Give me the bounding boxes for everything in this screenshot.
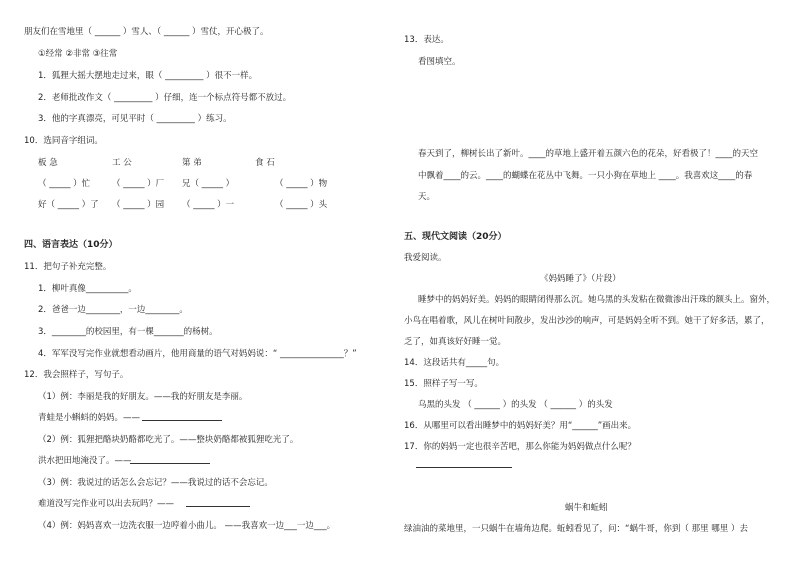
sentence-2: 2．爸爸一边________，一边________。 <box>38 305 188 315</box>
word-blank: （ _____ ）厂 <box>112 179 165 189</box>
word-blank: （ _____ ）一 <box>182 200 235 210</box>
answer-line <box>130 463 210 464</box>
exercise-1: 青蛙是小蝌蚪的妈妈。—— <box>38 413 141 423</box>
story-title: 蜗牛和蚯蚓 <box>565 503 608 513</box>
question-3: 3．他的字真漂亮，可见平时（ _________ ）练习。 <box>38 114 232 124</box>
sentence-3: 3．________的校园里，有一棵_______的杨树。 <box>38 327 218 337</box>
char-pair: 食 石 <box>255 158 275 168</box>
question-16: 16．从哪里可以看出睡梦中的妈妈好美？用“______”画出来。 <box>404 421 637 431</box>
question-2: 2．老师批改作文（ _________ ）仔细，连一个标点符号都不放过。 <box>38 93 292 103</box>
question-15-blanks: 乌黑的头发 （ ______ ）的头发 （ ______ ）的头发 <box>418 400 613 410</box>
word-blank: 好（ _____ ）了 <box>38 200 99 210</box>
sentence-4: 4．军军没写完作业就想看动画片，他用商量的语气对妈妈说：“ _______________？” <box>38 349 357 359</box>
exercise-3: 难道没写完作业可以出去玩吗？—— <box>38 499 175 509</box>
example-4: （4）例：妈妈喜欢一边洗衣服一边哼着小曲儿。 ——我喜欢一边___一边___。 <box>38 521 336 531</box>
passage-title: 《妈妈睡了》（片段） <box>540 274 621 284</box>
question-1: 1．狐狸大摇大摆地走过来，眼（ _________ ）很不一样。 <box>38 71 258 81</box>
word-blank: （ _____ ）忙 <box>38 179 91 189</box>
reading-line: 小鸟在唱着歌，风儿在树叶间散步，发出沙沙的响声，可是妈妈全听不到。她干了好多活，累了， <box>404 316 770 326</box>
answer-line <box>142 420 222 421</box>
story-line: 绿油油的菜地里，一只蜗牛在墙角边爬。蚯蚓看见了，问：“蜗牛哥，你到（ 那里 哪里 ）去 <box>404 524 749 534</box>
question-13: 13．表达。 <box>404 35 449 45</box>
section-4-heading: 四、语言表达（10分） <box>24 240 118 250</box>
fill-line: 朋友们在雪地里（ ______ ）雪人、（ ______ ）雪仗，开心极了。 <box>24 27 269 37</box>
question-11: 11．把句子补充完整。 <box>24 262 112 272</box>
exercise-2: 洪水把田地淹没了。—— <box>38 456 132 466</box>
word-blank: （ _____ ）园 <box>112 200 165 210</box>
reading-line: 乏了，如真该好好睡一觉。 <box>404 337 507 347</box>
word-blank: （ _____ ）头 <box>275 200 328 210</box>
question-15: 15．照样子写一写。 <box>404 379 483 389</box>
instruction: 看图填空。 <box>418 57 461 67</box>
reading-intro: 我爱阅读。 <box>404 253 447 263</box>
reading-line: 睡梦中的妈妈好美。妈妈的眼睛闭得那么沉。她乌黑的头发粘在微微渗出汗珠的额头上。窗外， <box>418 295 776 305</box>
question-14: 14．这段话共有_____句。 <box>404 358 505 368</box>
passage-line: 中飘着____的云。____的蝴蝶在花丛中飞舞。一只小狗在草地上 ____。我喜欢这____的春 <box>418 171 753 181</box>
char-pair: 第 弟 <box>182 158 202 168</box>
example-2: （2）例：狐狸把酪块奶酪都吃光了。——整块奶酪都被狐狸吃光了。 <box>38 435 299 445</box>
section-5-heading: 五、现代文阅读（20分） <box>404 232 507 242</box>
question-12: 12．我会照样子，写句子。 <box>24 370 129 380</box>
question-17: 17．你的妈妈一定也很辛苦吧，那么你能为妈妈做点什么呢？ <box>404 442 636 452</box>
example-1: （1）例：李丽是我的好朋友。——我的好朋友是李丽。 <box>38 392 248 402</box>
char-pair: 工 公 <box>112 158 132 168</box>
passage-line: 天。 <box>418 192 436 202</box>
char-pair: 板 急 <box>38 158 58 168</box>
question-10: 10．选同音字组词。 <box>24 136 103 146</box>
options-line: ①经常 ②非常 ③往常 <box>38 49 118 59</box>
answer-line <box>186 506 250 507</box>
answer-line <box>416 467 512 468</box>
word-blank: （ _____ ）物 <box>275 179 328 189</box>
passage-line: 春天到了，柳树长出了新叶。____的草地上盛开着五颜六色的花朵，好看极了！____的天空 <box>418 149 759 159</box>
sentence-1: 1．柳叶真像__________。 <box>38 284 137 294</box>
word-blank: 兄（ _____ ） <box>182 179 235 189</box>
example-3: （3）例：我说过的话怎么会忘记？——我说过的话不会忘记。 <box>38 478 273 488</box>
